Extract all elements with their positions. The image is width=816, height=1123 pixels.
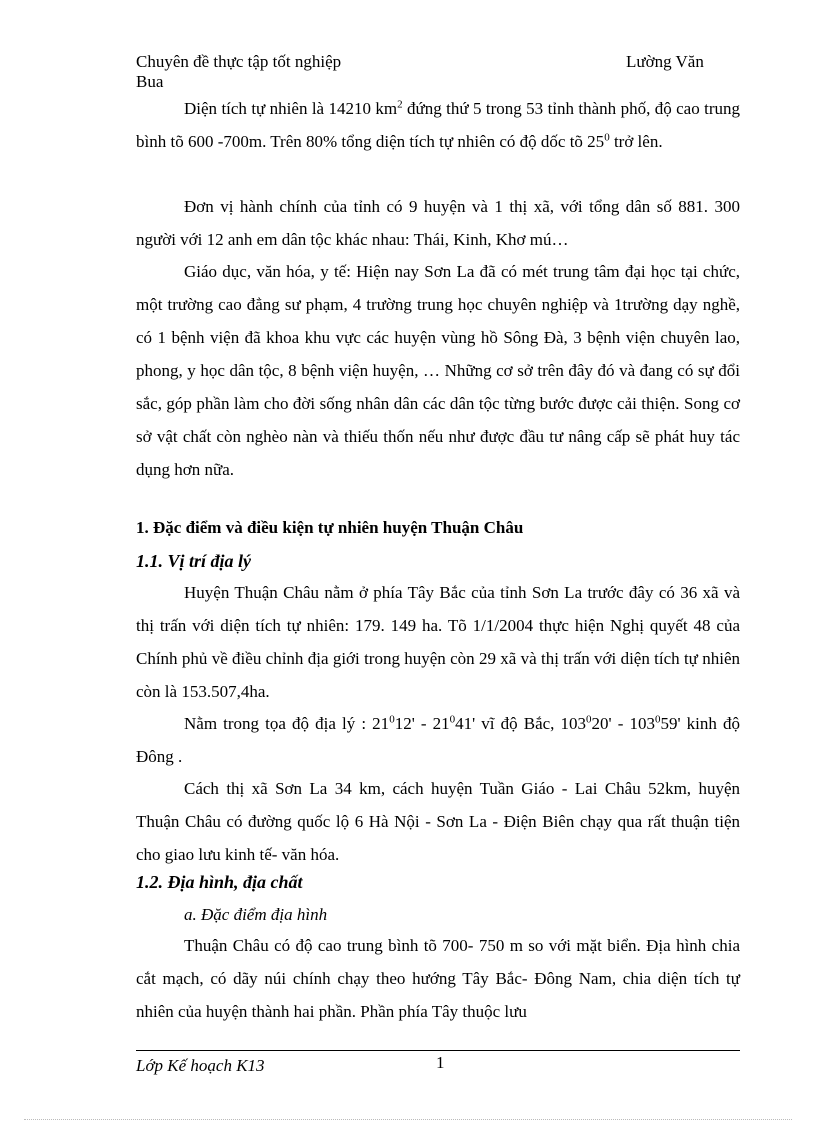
paragraph-terrain: Thuận Châu có độ cao trung bình tõ 700- 750 m so với mặt biển. Địa hình chia cắt mạch, có dãy núi chính chạy theo hướng Tây Bắc- Đông Nam, chia diện tích tự nhiên của huyện thành hai phần. Phần phía Tây thuộc lưu: [136, 936, 740, 1021]
section-heading: 1. Đặc điểm và điều kiện tự nhiên huyện Thuận Châu: [136, 518, 524, 537]
paragraph-distance: Cách thị xã Sơn La 34 km, cách huyện Tuần Giáo - Lai Châu 52km, huyện Thuận Châu có đường quốc lộ 6 Hà Nội - Sơn La - Điện Biên chạy qua rất thuận tiện cho giao lưu kinh tế- văn hóa.: [136, 779, 740, 864]
paragraph-location: Huyện Thuận Châu nằm ở phía Tây Bắc của tỉnh Sơn La trước đây có 36 xã và thị trấn với diện tích tự nhiên: 179. 149 ha. Tõ 1/1/2004 thực hiện Nghị quyết 48 của Chính phủ về điều chỉnh địa giới trong huyện còn 29 xã và thị trấn với diện tích tự nhiên còn là 153.507,4ha.: [136, 583, 740, 701]
sub-subsection-heading: a. Đặc điểm địa hình: [184, 905, 328, 924]
page-number: 1: [436, 1053, 445, 1072]
paragraph-administration: Đơn vị hành chính của tỉnh có 9 huyện và 1 thị xã, với tổng dân số 881. 300 người với 12 anh em dân tộc khác nhau: Thái, Kinh, Khơ mú…: [136, 197, 740, 249]
page-bottom-border: [24, 1119, 792, 1120]
paragraph-education: Giáo dục, văn hóa, y tế: Hiện nay Sơn La đã có mét trung tâm đại học tại chức, một trường cao đẳng sư phạm, 4 trường trung học chuyên nghiệp và 1trường dạy nghề, có 1 bệnh viện đã khoa khu vực các huyện vùng hồ Sông Đà, 3 bệnh viện chuyên lao, phong, y học dân tộc, 8 bệnh viện huyện, … Những cơ sở trên đây đó và đang có sự đổi sắc, góp phần làm cho đời sống nhân dân các dân tộc từng bước được cải thiện. Song cơ sở vật chất còn nghèo nàn và thiếu thốn nếu như được đầu tư nâng cấp sẽ phát huy tác dụng hơn nữa.: [136, 262, 740, 479]
footer-class: Lớp Kế hoạch K13: [136, 1056, 265, 1075]
paragraph-coordinates: Nằm trong tọa độ địa lý : $21^012' - 21^041'$ vĩ độ Bắc, $103^020' - 103^059'$ kinh độ Đông .: [136, 713, 741, 766]
header-author: Lường Văn: [626, 52, 704, 71]
subsection-heading-location: 1.1. Vị trí địa lý: [136, 551, 252, 571]
header-title: Chuyên đề thực tập tốt nghiệp: [136, 52, 342, 71]
paragraph-area: Diện tích tự nhiên là 14210 $km^2$ đứng thứ 5 trong 53 tỉnh thành phố, độ cao trung bình tõ 600 -700m. Trên 80% tổng diện tích tự nhiên có độ dốc tõ $25^0$ trở lên.: [136, 98, 741, 151]
footer-divider: [136, 1050, 740, 1051]
subsection-heading-terrain: 1.2. Địa hình, địa chất: [136, 872, 303, 892]
header-author-continued: Bua: [136, 72, 164, 91]
